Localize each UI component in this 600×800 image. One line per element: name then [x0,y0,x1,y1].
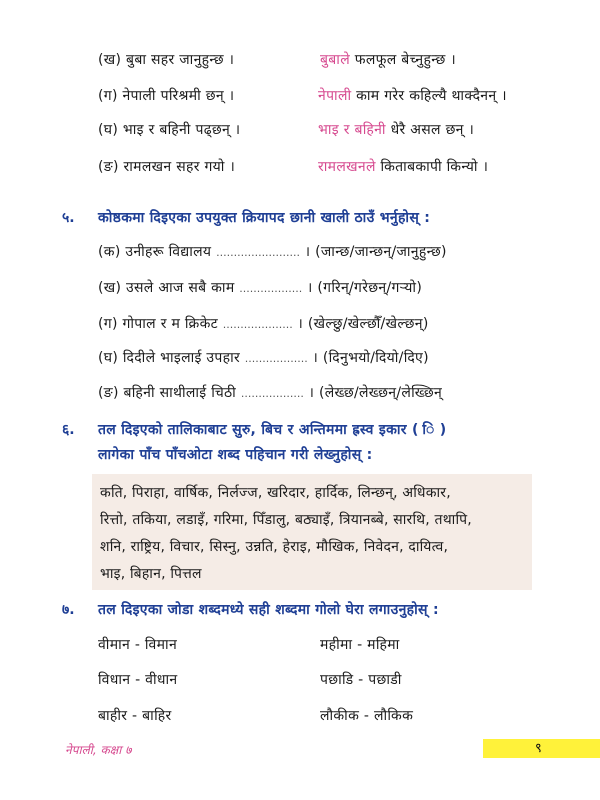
row-nga-left [98,157,235,177]
fill-item-ka [98,242,447,263]
item-label: (घ) [98,350,119,366]
item-options: । (जान्छ/जान्छन्/जानुहुन्छ) [304,244,447,260]
item-label: (ङ) [98,385,119,401]
item-text: बहिनी साथीलाई चिठी [123,385,237,401]
item-label: (ग) [98,88,118,104]
word-pair-right[interactable]: महीमा - महिमा [320,637,400,653]
word-pair-left[interactable]: बाहीर - बाहिर [98,708,172,724]
word-pair-left[interactable]: वीमान - विमान [98,637,178,653]
item-text: उसले आज सबै काम [126,280,235,296]
item-text: उनीहरू विद्यालय [125,244,212,260]
item-label: (घ) [98,122,119,138]
item-label: (ङ) [98,159,119,175]
fill-item-nga [98,383,442,404]
footer-book-title: नेपाली, कक्षा ७ [65,743,132,757]
item-label: (क) [98,244,121,260]
page-number: ९ [535,741,542,756]
fill-item-ga [98,314,429,335]
blank-line[interactable]: .................. [240,387,304,400]
item-label: (ग) [98,316,118,332]
word-pair-right[interactable]: लौकीक - लौकिक [320,708,414,724]
row-nga-right [318,157,488,177]
item-options: । (गरिन्/गरेछन्/गर्‍यो) [307,280,423,296]
sentence: नेपाली परिश्रमी छन् । [122,88,235,104]
sentence: रामलखन सहर गयो । [123,159,236,175]
item-text: गोपाल र म क्रिकेट [122,316,218,332]
word-line: भाइ, बिहान, पित्तल [100,566,202,582]
section-heading: तल दिइएका जोडा शब्दमध्ये सही शब्दमा गोलो घेरा लगाउनुहोस् : [98,602,439,618]
row-ga-right [318,86,507,106]
word-line: रित्तो, तकिया, लडाइँ, गरिमा, पिँडालु, बठ्याइँ, त्रियानब्बे, सारथि, तथापि, [100,512,472,528]
section-heading-line1: तल दिइएको तालिकाबाट सुरु, बिच र अन्तिममा ह्रस्व इकार ( ि ) [98,422,447,438]
section-heading-line2: लागेका पाँच पाँचओटा शब्द पहिचान गरी लेख्नुहोस् : [98,447,373,463]
item-options: । (दिनुभयो/दियो/दिए) [312,350,429,366]
sentence-rest: फलफूल बेच्नुहुन्छ । [350,52,457,68]
blank-line[interactable]: ........................ [216,246,301,259]
row-kha-right [320,50,456,70]
row-gha-right [318,120,474,140]
highlighted-word: बुबाले [320,52,351,68]
sentence-rest: धेरै असल छन् । [385,122,475,138]
fill-item-gha [98,348,429,369]
item-label: (ख) [98,280,122,296]
sentence-rest: किताबकापी किन्यो । [375,159,489,175]
word-line: शनि, राष्ट्रिय, विचार, सिस्नु, उन्नति, हेराइ, मौखिक, निवेदन, दायित्व, [100,539,449,555]
section-number: ६. [62,422,75,438]
highlighted-word: भाइ र बहिनी [318,122,386,138]
sentence: बुबा सहर जानुहुन्छ । [126,52,235,68]
blank-line[interactable]: .................. [244,352,308,365]
item-text: दिदीले भाइलाई उपहार [122,350,241,366]
sentence-rest: काम गरेर कहिल्यै थाक्दैनन् । [351,88,507,104]
sentence: भाइ र बहिनी पढ्छन् । [122,122,241,138]
blank-line[interactable]: .................. [239,282,303,295]
highlighted-word: रामलखनले [318,159,376,175]
row-ga-left [98,86,234,106]
item-label: (ख) [98,52,122,68]
blank-line[interactable]: .................... [222,318,293,331]
item-options: । (खेल्छु/खेल्छौँ/खेल्छन्) [297,316,429,332]
fill-item-kha [98,278,422,299]
section-number: ७. [62,602,75,618]
highlighted-word: नेपाली [318,88,352,104]
word-line: कति, पिराहा, वार्षिक, निर्लज्ज, खरिदार, हार्दिक, लिन्छन्, अधिकार, [100,485,451,501]
row-kha-left [98,50,234,70]
word-pair-left[interactable]: विधान - वीधान [98,672,178,688]
word-pair-right[interactable]: पछाडि - पछाडी [320,672,402,688]
row-gha-left [98,120,240,140]
item-options: । (लेख्छ/लेख्छन्/लेख्छिन् [308,385,443,401]
word-list-box [92,474,532,590]
page-number-bar [483,739,600,758]
section-number: ५. [62,210,75,226]
section-heading: कोष्ठकमा दिइएका उपयुक्त क्रियापद छानी खाली ठाउँ भर्नुहोस् : [98,210,431,226]
